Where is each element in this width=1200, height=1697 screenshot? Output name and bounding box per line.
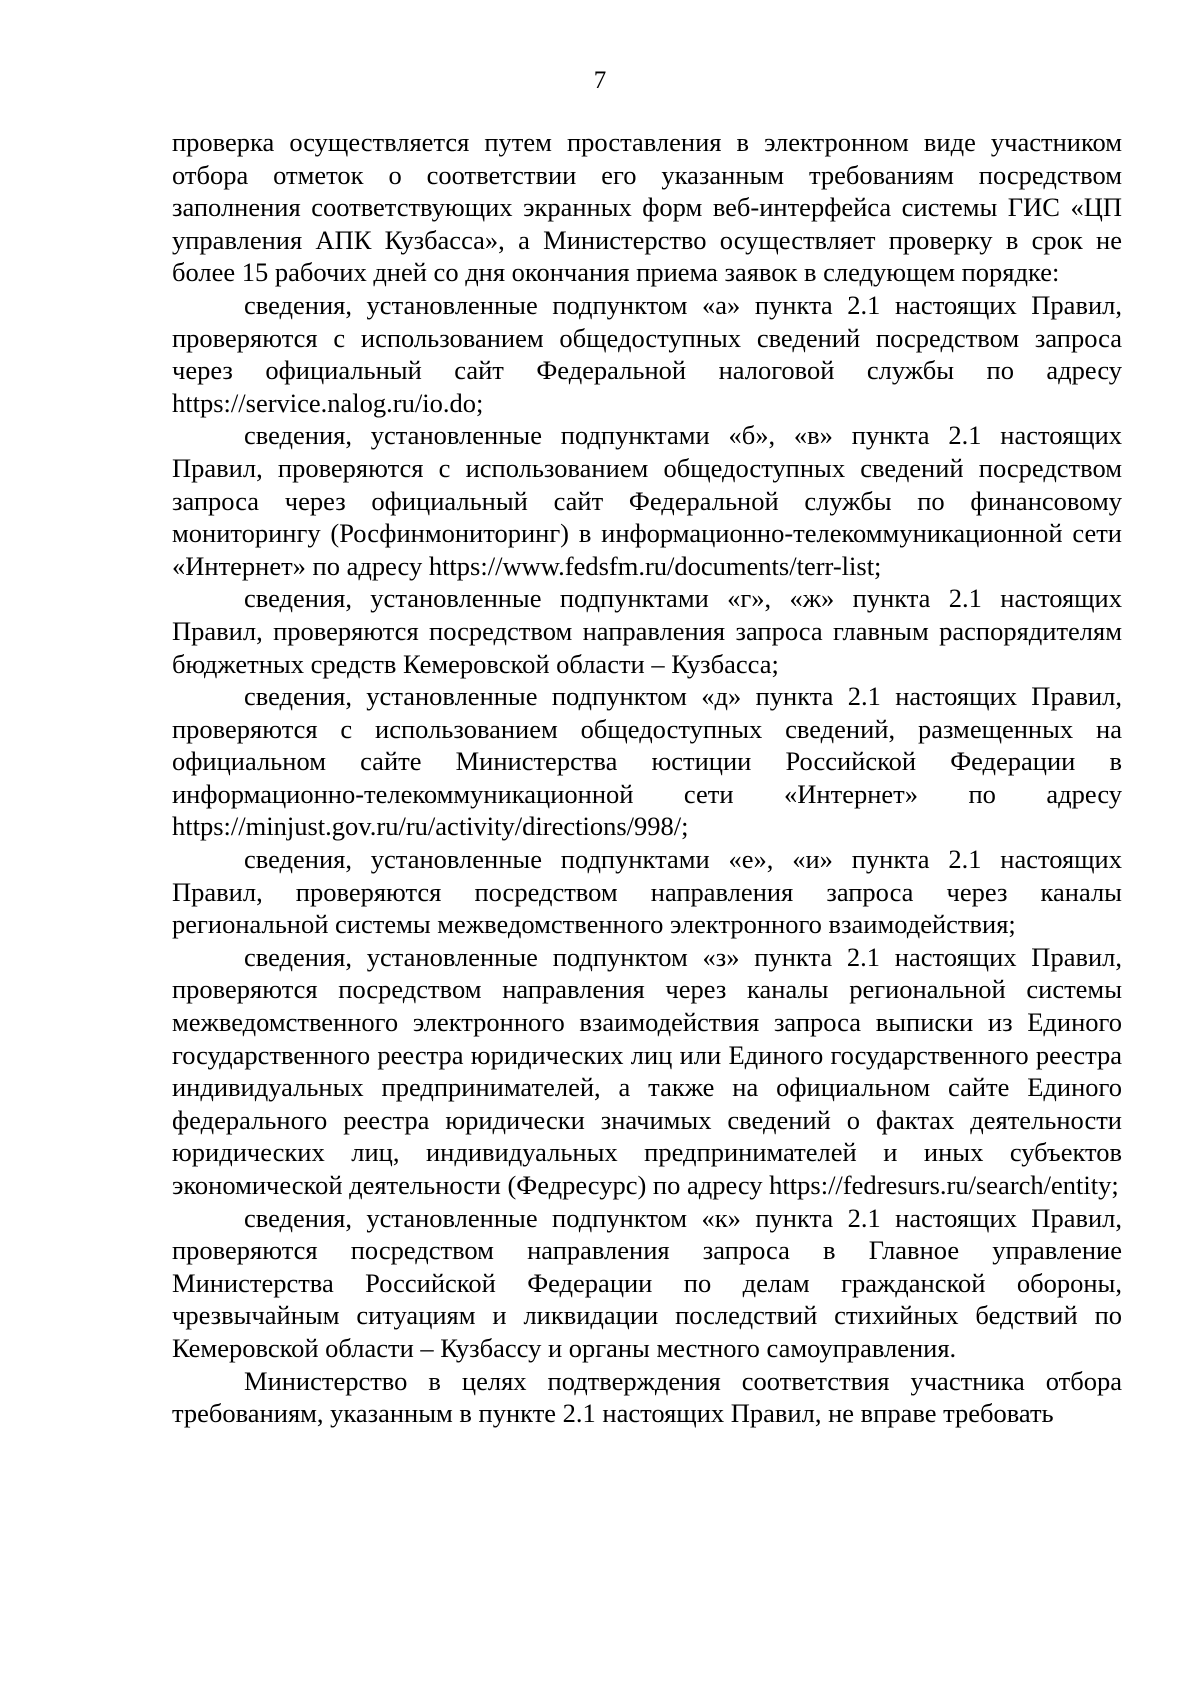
paragraph-subitem-a: сведения, установленные подпунктом «а» пункта 2.1 настоящих Правил, проверяются с использованием общедоступных сведений посредством запроса через официальный сайт Федеральной налоговой службы по адресу https://service.nalog.ru/io.do;	[172, 289, 1122, 418]
paragraph-subitems-e-i: сведения, установленные подпунктами «е», «и» пункта 2.1 настоящих Правил, проверяются посредством направления запроса через каналы региональной системы межведомственного электронного взаимодействия;	[172, 844, 1122, 940]
paragraph-subitem-z: сведения, установленные подпунктом «з» пункта 2.1 настоящих Правил, проверяются посредством направления через каналы региональной системы межведомственного электронного взаимодействия запроса выписки из Единого государственного реестра юридических лиц или Единого государственного реестра индивидуальных предпринимателей, а также на официальном сайте Единого федерального реестра юридически значимых сведений о фактах деятельности юридических лиц, индивидуальных предпринимателей и иных субъектов экономической деятельности (Федресурс) по адресу https://fedresurs.ru/search/entity;	[172, 941, 1122, 1200]
paragraph-subitem-d: сведения, установленные подпунктом «д» пункта 2.1 настоящих Правил, проверяются с использованием общедоступных сведений, размещенных на официальном сайте Министерства юстиции Российской Федерации в информационно-телекоммуникационной сети «Интернет» по адресу https://minjust.gov.ru/ru/activity/directions/998/;	[172, 681, 1122, 842]
paragraph-intro: проверка осуществляется путем проставления в электронном виде участником отбора отметок о соответствии его указанным требованиям посредством заполнения соответствующих экранных форм веб-интерфейса системы ГИС «ЦП управления АПК Кузбасса», а Министерство осуществляет проверку в срок не более 15 рабочих дней со дня окончания приема заявок в следующем порядке:	[172, 127, 1122, 288]
document-body	[172, 126, 1122, 1430]
page-number: 7	[593, 67, 607, 94]
paragraph-subitems-b-v: сведения, установленные подпунктами «б», «в» пункта 2.1 настоящих Правил, проверяются с использованием общедоступных сведений посредством запроса через официальный сайт Федеральной службы по финансовому мониторингу (Росфинмониторинг) в информационно-телекоммуникационной сети «Интернет» по адресу https://www.fedsfm.ru/documents/terr-list;	[172, 420, 1122, 581]
paragraph-subitem-k: сведения, установленные подпунктом «к» пункта 2.1 настоящих Правил, проверяются посредством направления запроса в Главное управление Министерства Российской Федерации по делам гражданской обороны, чрезвычайным ситуациям и ликвидации последствий стихийных бедствий по Кемеровской области – Кузбассу и органы местного самоуправления.	[172, 1202, 1122, 1363]
paragraph-subitems-g-zh: сведения, установленные подпунктами «г», «ж» пункта 2.1 настоящих Правил, проверяются посредством направления запроса главным распорядителям бюджетных средств Кемеровской области – Кузбасса;	[172, 583, 1122, 679]
paragraph-ministry-restriction: Министерство в целях подтверждения соответствия участника отбора требованиям, указанным в пункте 2.1 настоящих Правил, не вправе требовать	[172, 1365, 1122, 1429]
